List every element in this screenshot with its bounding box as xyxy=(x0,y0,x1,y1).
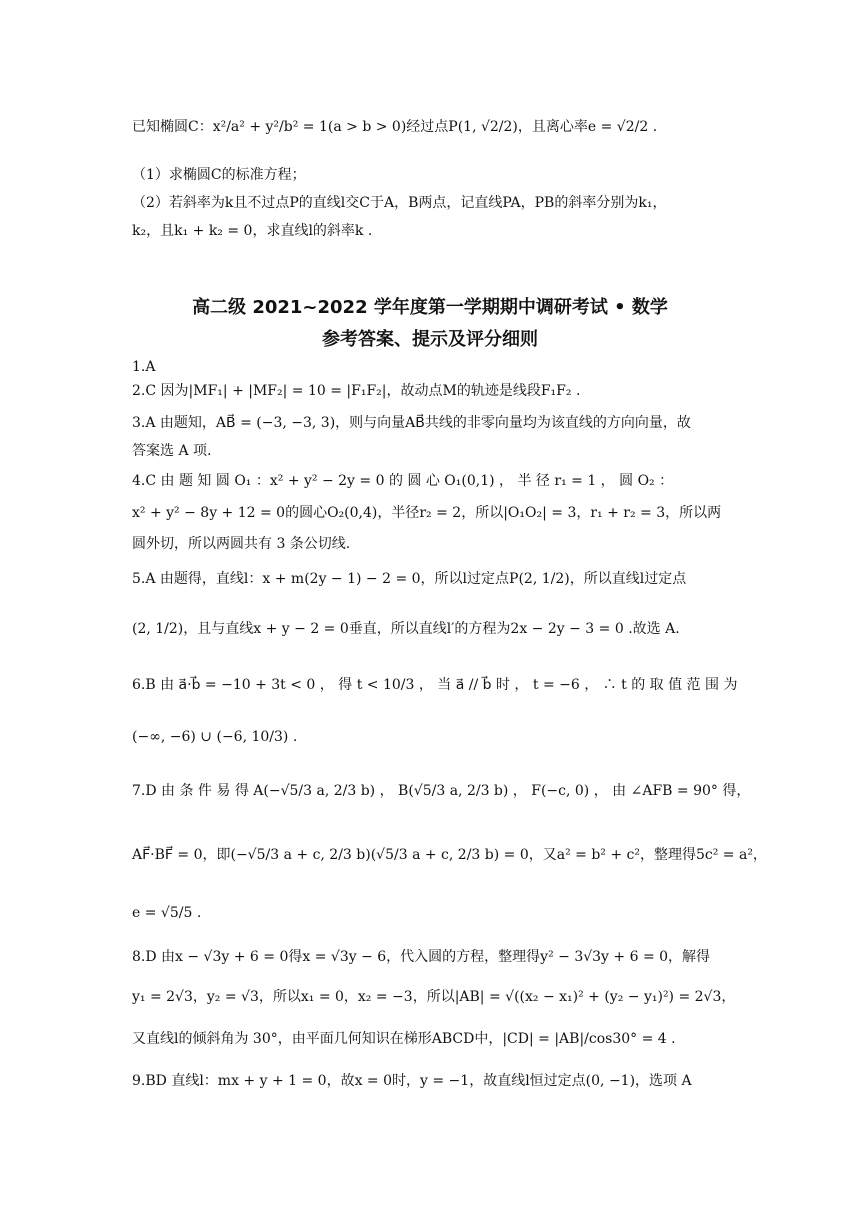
answer-7-line-2: AF⃗·BF⃗ = 0，即(−√5/3 a + c, 2/3 b)(√5/3 a + c, 2/3 b) = 0，又a² = b² + c²，整理得5c² = a²， xyxy=(132,847,767,863)
answer-key-title: 高二级 2021~2022 学年度第一学期期中调研考试 • 数学 xyxy=(192,297,668,318)
answer-3-line-1: 3.A 由题知，AB⃗ = (−3, −3, 3)，则与向量AB⃗共线的非零向量均为该直线的方向向量，故 xyxy=(132,415,691,431)
answer-key-subtitle: 参考答案、提示及评分细则 xyxy=(322,329,538,350)
answer-5-line-2: (2, 1/2)，且与直线x + y − 2 = 0垂直，所以直线l′的方程为2x − 2y − 3 = 0 .故选 A. xyxy=(132,621,680,637)
answer-7-line-1: 7.D 由 条 件 易 得 A(−√5/3 a, 2/3 b) ， B(√5/3 a, 2/3 b) ， F(−c, 0) ， 由 ∠AFB = 90° 得， xyxy=(132,783,751,799)
answer-7-line-3: e = √5/5 . xyxy=(132,905,202,921)
answer-8-line-2: y₁ = 2√3，y₂ = √3，所以x₁ = 0，x₂ = −3，所以|AB| = √((x₂ − x₁)² + (y₂ − y₁)²) = 2√3， xyxy=(132,989,736,1005)
answer-4-line-2: x² + y² − 8y + 12 = 0的圆心O₂(0,4)，半径r₂ = 2，所以|O₁O₂| = 3，r₁ + r₂ = 3，所以两 xyxy=(132,505,722,521)
problem-part-2-line-2: k₂，且k₁ + k₂ = 0，求直线l的斜率k . xyxy=(132,223,373,239)
problem-part-2-line-1: （2）若斜率为k且不过点P的直线l交C于A，B两点，记直线PA，PB的斜率分别为k₁， xyxy=(132,195,667,211)
answer-4-line-3: 圆外切，所以两圆共有 3 条公切线. xyxy=(132,536,351,552)
answer-3-line-2: 答案选 A 项. xyxy=(132,443,212,459)
answer-8-line-1: 8.D 由x − √3y + 6 = 0得x = √3y − 6，代入圆的方程，整理得y² − 3√3y + 6 = 0，解得 xyxy=(132,949,711,965)
answer-6-line-2: (−∞, −6) ∪ (−6, 10/3) . xyxy=(132,729,298,745)
problem-part-1: （1）求椭圆C的标准方程； xyxy=(132,167,306,183)
answer-9-line-1: 9.BD 直线l：mx + y + 1 = 0，故x = 0时，y = −1，故直线l恒过定点(0, −1)，选项 A xyxy=(132,1073,692,1089)
answer-4-line-1: 4.C 由 题 知 圆 O₁ ：x² + y² − 2y = 0 的 圆 心 O₁(0,1) ， 半 径 r₁ = 1 ， 圆 O₂ ： xyxy=(132,473,674,489)
answer-6-line-1: 6.B 由 a⃗·b⃗ = −10 + 3t < 0 ， 得 t < 10/3 ， 当 a⃗ // b⃗ 时 ， t = −6 ， ∴ t 的 取 值 范 围 为 xyxy=(132,677,738,693)
answer-2: 2.C 因为|MF₁| + |MF₂| = 10 = |F₁F₂|，故动点M的轨迹是线段F₁F₂ . xyxy=(132,383,581,399)
answer-1: 1.A xyxy=(132,359,156,375)
problem-intro: 已知椭圆C：x²/a² + y²/b² = 1(a > b > 0)经过点P(1, √2/2)，且离心率e = √2/2 . xyxy=(132,119,658,135)
answer-8-line-3: 又直线l的倾斜角为 30°，由平面几何知识在梯形ABCD中，|CD| = |AB|/cos30° = 4 . xyxy=(132,1031,676,1047)
answer-5-line-1: 5.A 由题得，直线l：x + m(2y − 1) − 2 = 0，所以l过定点P(2, 1/2)，所以直线l过定点 xyxy=(132,571,687,587)
